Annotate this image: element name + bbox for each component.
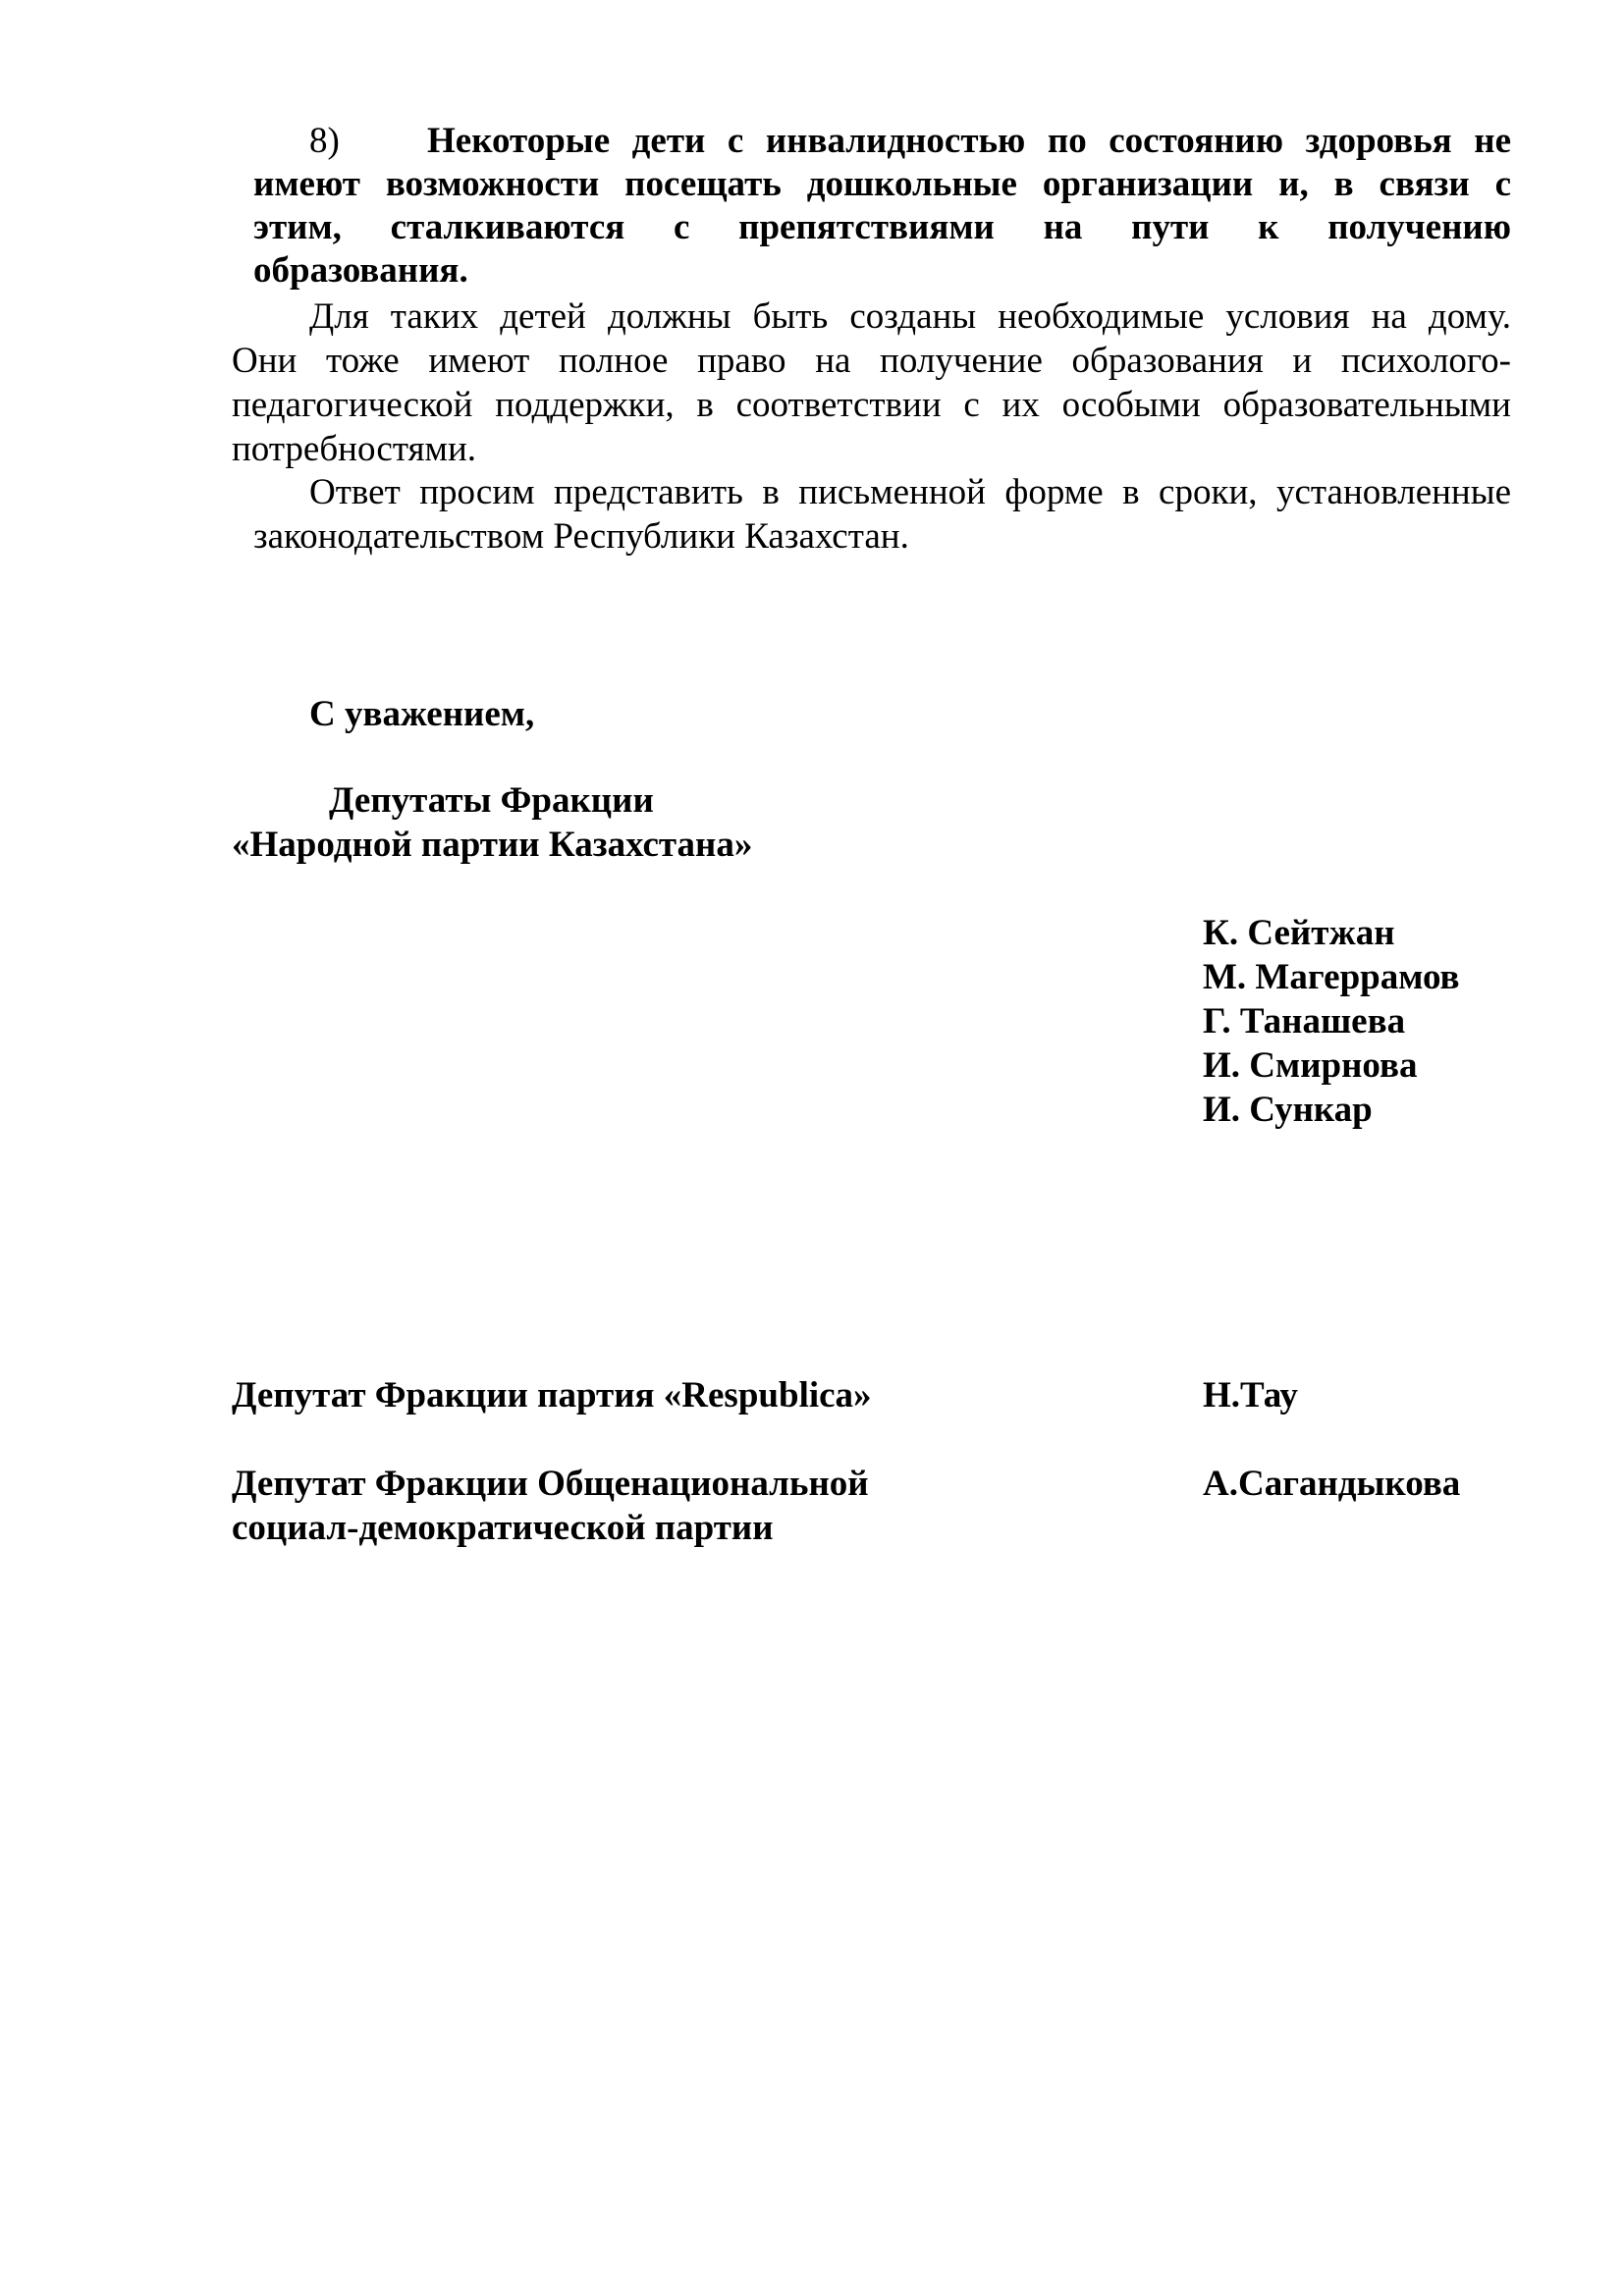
signer-name: М. Магеррамов (1203, 957, 1460, 997)
ondp-deputy-name: А.Сагандыкова (1203, 1464, 1461, 1504)
respublica-deputy-label: Депутат Фракции партия «Respublica» (232, 1375, 872, 1415)
paragraph-line: педагогической поддержки, в соответствии с их особыми образовательными (232, 385, 1511, 425)
signer-name: И. Смирнова (1203, 1045, 1418, 1086)
item-heading-line: Некоторые дети с инвалидностью по состоянию здоровья не (427, 121, 1511, 161)
ondp-deputy-label: Депутат Фракции Общенациональной (232, 1464, 869, 1504)
paragraph-line: Ответ просим представить в письменной форме в сроки, установленные (309, 472, 1511, 512)
closing-regards: С уважением, (309, 694, 535, 734)
deputies-title: «Народной партии Казахстана» (232, 825, 753, 865)
signer-name: К. Сейтжан (1203, 913, 1395, 953)
paragraph-line: Они тоже имеют полное право на получение образования и психолого- (232, 341, 1511, 381)
paragraph-line: Для таких детей должны быть созданы необходимые условия на дому. (309, 296, 1511, 337)
item-heading-line: этим, сталкиваются с препятствиями на пути к получению (253, 207, 1511, 247)
deputies-title: Депутаты Фракции (329, 780, 654, 821)
ondp-deputy-label: социал-демократической партии (232, 1508, 774, 1548)
signers-list (1203, 912, 1460, 1133)
item-heading-line: имеют возможности посещать дошкольные организации и, в связи с (253, 164, 1511, 204)
paragraph-line: законодательством Республики Казахстан. (253, 516, 909, 557)
signer-name: И. Сункар (1203, 1090, 1373, 1130)
signer-name: Г. Танашева (1203, 1001, 1406, 1041)
item-heading-line: образования. (253, 250, 468, 291)
paragraph-line: потребностями. (232, 429, 476, 469)
item-number: 8) (309, 121, 340, 161)
respublica-deputy-name: Н.Тау (1203, 1375, 1298, 1415)
